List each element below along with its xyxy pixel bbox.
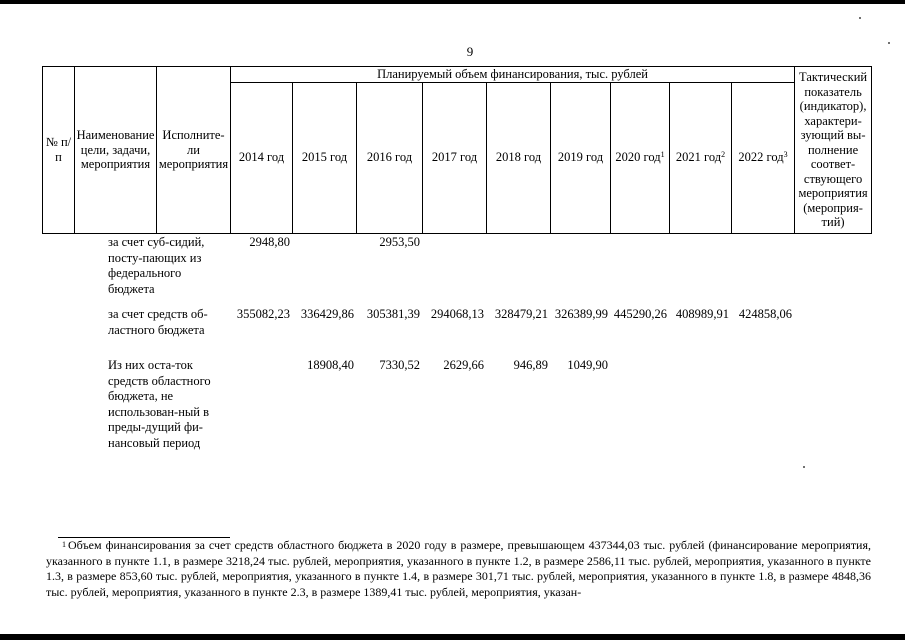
table-row <box>42 358 871 451</box>
page-top-edge <box>0 0 905 4</box>
value-cell: 336429,86 <box>300 307 354 321</box>
value-cell: 408989,91 <box>675 307 729 321</box>
value-cell: 2953,50 <box>379 235 420 249</box>
year-label: 2015 год <box>301 150 348 165</box>
year-label: 2014 год <box>238 150 285 165</box>
indicator-cell <box>794 358 871 451</box>
value-cell: 326389,99 <box>554 307 608 321</box>
year-label: 2018 год <box>495 150 542 165</box>
funding-title-header: Планируемый объем финансирования, тыс. рублей <box>231 67 795 83</box>
scan-speck <box>888 42 890 44</box>
financing-table-body <box>42 235 871 451</box>
year-header <box>670 82 732 233</box>
year-header <box>611 82 670 233</box>
year-label: 2016 год <box>366 150 413 165</box>
value-cell: 305381,39 <box>366 307 420 321</box>
year-footnote-mark: 1 <box>660 150 665 160</box>
value-cell <box>292 235 356 307</box>
value-cell <box>669 358 731 451</box>
year-header <box>487 82 551 233</box>
col-name-header: Наименование цели, задачи, мероприятия <box>75 67 157 234</box>
scan-speck <box>859 17 861 19</box>
value-cell: 328479,21 <box>494 307 548 321</box>
footnote-text: Объем финансирования за счет средств областного бюджета в 2020 году в размере, превышающем 437344,03 тыс. рублей (финансирование мероприятия, указанного в пункте 1.1, в размере 3218,24 тыс. рублей, мероприятия, указанного в пункте 1.2, в размере 2586,11 тыс. рублей, мероприятия, указанного в пункте 1.3, в размере 853,60 тыс. рублей, мероприятия, указанного в пункте 1.4, в размере 301,71 тыс. рублей, мероприятия, указанного в пункте 1.8, в размере 4848,36 тыс. рублей, мероприятия, указанного в пункте 2.3, в размере 1389,41 тыс. рублей, мероприятия, указан- <box>46 538 871 599</box>
row-num-cell <box>42 358 74 451</box>
row-num-cell <box>42 307 74 358</box>
value-cell <box>550 235 610 307</box>
year-label: 2020 год <box>615 150 661 165</box>
year-header <box>732 82 795 233</box>
page-number: 9 <box>466 44 474 59</box>
value-cell: 7330,52 <box>379 358 420 372</box>
row-label: за счет средств об-ластного бюджета <box>108 307 208 337</box>
indicator-cell <box>794 307 871 358</box>
value-cell: 355082,23 <box>236 307 290 321</box>
table-row <box>42 235 871 307</box>
value-cell <box>610 358 669 451</box>
year-header <box>293 82 357 233</box>
indicator-cell <box>794 235 871 307</box>
value-cell: 1049,90 <box>567 358 608 372</box>
value-cell: 18908,40 <box>307 358 354 372</box>
page-bottom-edge <box>0 634 905 640</box>
value-cell: 946,89 <box>513 358 548 372</box>
year-header <box>357 82 423 233</box>
value-cell <box>669 235 731 307</box>
value-cell: 294068,13 <box>430 307 484 321</box>
value-cell: 2629,66 <box>443 358 484 372</box>
value-cell: 2948,80 <box>249 235 290 249</box>
year-header <box>551 82 611 233</box>
row-label: Из них оста-ток средств областного бюджета, не использован-ный в преды-дущий фи-нансовый период <box>108 358 211 450</box>
value-cell: 424858,06 <box>738 307 792 321</box>
row-label: за счет суб-сидий, посту-пающих из федерального бюджета <box>108 235 205 296</box>
year-label: 2021 год <box>675 150 722 165</box>
value-cell <box>230 358 292 451</box>
value-cell <box>486 235 550 307</box>
year-header <box>423 82 487 233</box>
year-footnote-mark: 3 <box>783 150 788 160</box>
financing-table-header <box>42 66 872 234</box>
value-cell <box>422 235 486 307</box>
col-executor-header: Исполните-ли мероприятия <box>157 67 231 234</box>
value-cell <box>610 235 669 307</box>
year-label: 2017 год <box>431 150 478 165</box>
row-num-cell <box>42 235 74 307</box>
year-label: 2019 год <box>557 150 604 165</box>
value-cell <box>731 358 794 451</box>
col-indicator-header: Тактический показатель (индикатор), характери-зующий вы-полнение соответ-ствующего мероприятия (мероприя-тий) <box>795 67 872 234</box>
value-cell: 445290,26 <box>613 307 667 321</box>
year-label: 2022 год <box>738 150 784 165</box>
scan-speck <box>803 466 805 468</box>
year-footnote-mark: 2 <box>721 150 726 160</box>
year-header <box>231 82 293 233</box>
table-row <box>42 307 871 358</box>
col-num-header: № п/п <box>43 67 75 234</box>
footnote <box>46 538 871 600</box>
value-cell <box>731 235 794 307</box>
footnote-mark: 1 <box>62 540 66 549</box>
